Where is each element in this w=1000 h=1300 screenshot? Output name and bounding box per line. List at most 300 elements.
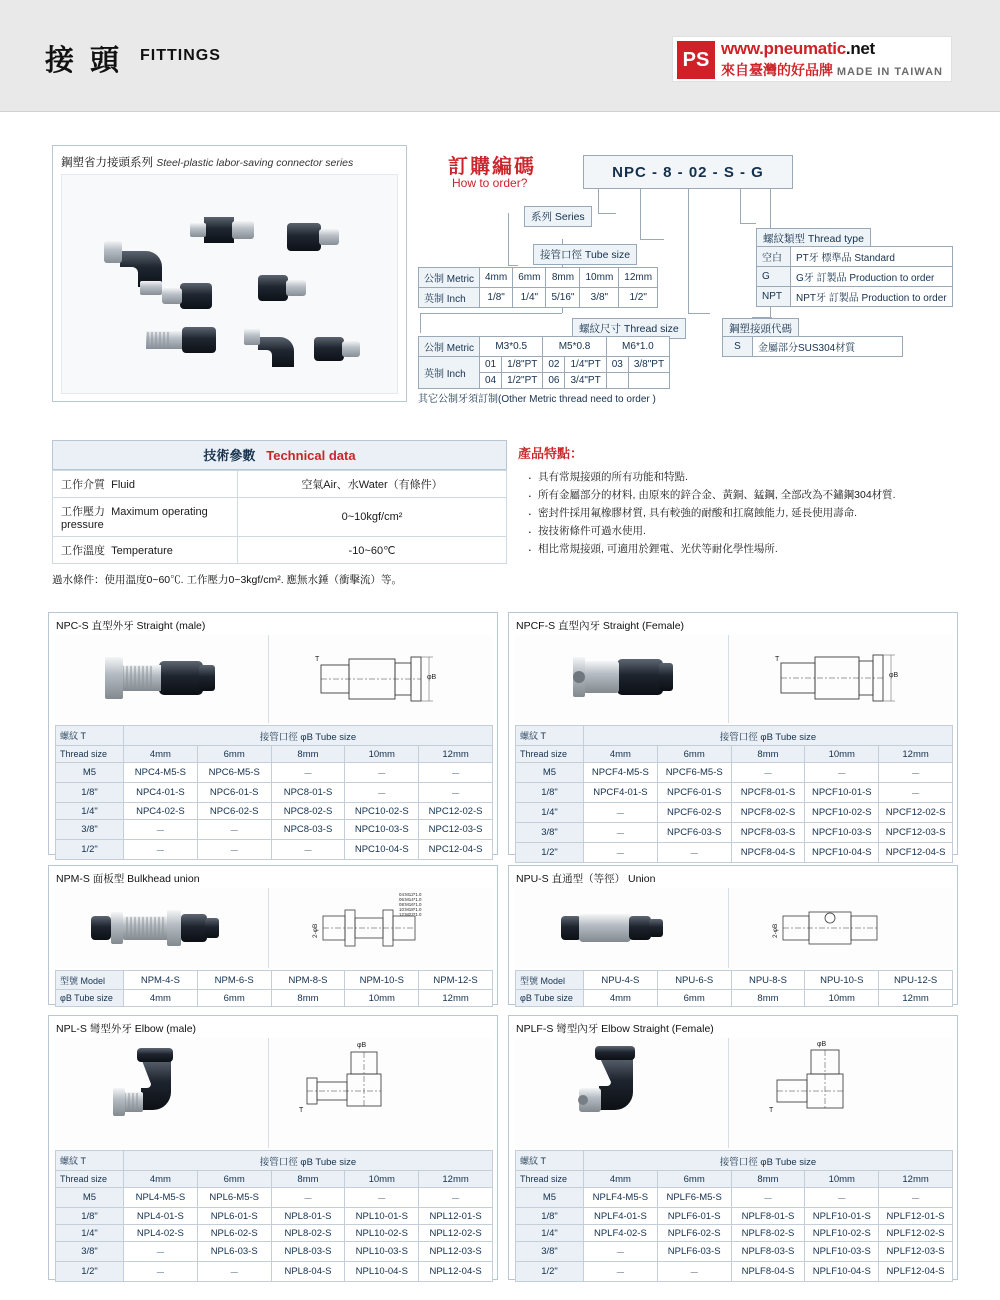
product-drawing-area [55,888,493,968]
tube-size-header: 接管口徑 φB Tube size [584,726,953,746]
cell: 1/4" [56,803,124,820]
svg-text:φB: φB [889,672,899,679]
logo-mark-icon: PS [677,41,715,79]
cell: － [197,840,271,860]
cell [606,373,628,389]
spec-table-npu-s [515,970,953,1007]
svg-text:φB: φB [817,1041,827,1048]
table-row [56,726,493,746]
cell: NPC10-04-S [345,840,419,860]
cell: 4mm [124,746,198,763]
cell: 3/8" [516,1242,584,1262]
cell: NPCF6-02-S [657,803,731,823]
cell: 6mm [657,1171,731,1188]
cell: NPLF6-03-S [657,1242,731,1262]
cell: 1/8" [56,1208,124,1225]
cell: － [584,843,658,863]
cell: － [584,1262,658,1282]
cell: NPL6-01-S [197,1208,271,1225]
cell: NPL12-02-S [419,1225,493,1242]
leader-line [640,239,664,240]
cell: 10mm [345,990,419,1007]
svg-text:04:M12*1.0: 04:M12*1.0 [399,892,422,897]
thread-type-table [756,246,953,307]
cell: 1/4" [516,1225,584,1242]
table-row [516,990,953,1007]
thread-size-label: 螺紋尺寸 Thread size [572,318,686,339]
cell: 1/2" [56,1262,124,1282]
cell: NPLF4-01-S [584,1208,658,1225]
cell: NPC12-03-S [419,820,493,840]
thread-label: 螺紋 T [516,1151,584,1171]
cell: S [723,337,753,357]
cell: NPC10-03-S [345,820,419,840]
page-title-en: FITTINGS [140,47,221,64]
leader-line [740,189,741,223]
cell: NPCF6-01-S [657,783,731,803]
cell: 1/4" [56,1225,124,1242]
cell: NPCF10-01-S [805,783,879,803]
cell: M5 [516,763,584,783]
cell: NPL6-02-S [197,1225,271,1242]
cell: － [805,1188,879,1208]
cell: NPC10-02-S [345,803,419,820]
cell: 12mm [879,746,953,763]
cell: NPLF12-04-S [879,1262,953,1282]
leader-line [688,189,689,313]
cell: 0~10kgf/cm² [238,498,507,537]
cell: 工作介質 Fluid [53,471,238,498]
table-row [53,537,507,564]
cell: NPCF6-M5-S [657,763,731,783]
table-row [516,726,953,746]
block-title: NPL-S 彎型外牙 Elbow (male) [56,1023,197,1035]
table-row [56,1225,493,1242]
cell: NPC6-02-S [197,803,271,820]
cell: 4mm [584,1171,658,1188]
table-row [56,990,493,1007]
cell: NPCF6-03-S [657,823,731,843]
block-title: NPCF-S 直型內牙 Straight (Female) [516,620,685,632]
svg-text:06:M14*1.0: 06:M14*1.0 [399,897,422,902]
table-row [53,471,507,498]
cell: NPL12-04-S [419,1262,493,1282]
cell: NPL12-03-S [419,1242,493,1262]
cell: NPCF8-01-S [731,783,805,803]
cell: NPC6-01-S [197,783,271,803]
cell: NPLF10-01-S [805,1208,879,1225]
block-npcf-s [508,612,958,860]
metric-label: 公制 Metric [419,268,480,288]
cell: － [657,1262,731,1282]
cell: 3/8" [516,823,584,843]
logo-url: www.pneumatic.net [721,39,875,58]
cell: 10mm [580,268,619,288]
cell: NPC4-02-S [124,803,198,820]
spec-table-npl-s [55,1150,493,1282]
block-title: NPLF-S 彎型內牙 Elbow Straight (Female) [516,1023,714,1035]
block-npc-s [48,612,498,855]
cell: NPLF6-01-S [657,1208,731,1225]
cell: NPC12-04-S [419,840,493,860]
brand-logo[interactable] [672,36,952,82]
leader-line [740,223,756,224]
body-code-label: 鋼塑接頭代碼 [722,318,799,339]
cell: 工作壓力 Maximum operating pressure [53,498,238,537]
cell: 1/2" [56,840,124,860]
table-row [516,1242,953,1262]
table-row [757,287,953,307]
block-npm-s [48,865,498,1005]
cell: NPL4-M5-S [124,1188,198,1208]
cell: 3/8" [56,820,124,840]
svg-text:2-φB: 2-φB [312,923,319,938]
cell: NPLF6-M5-S [657,1188,731,1208]
thread-size-table [418,336,670,389]
cell: 4mm [584,746,658,763]
logo-tagline: 來自臺灣的好品牌 MADE IN TAIWAN [721,62,943,78]
cell: － [345,763,419,783]
cell: NPU-6-S [657,971,731,990]
cell: NPC8-01-S [271,783,345,803]
cell: 1/8" [516,1208,584,1225]
thread-label: 螺紋 T [56,726,124,746]
cell: NPLF12-01-S [879,1208,953,1225]
cell: 8mm [546,268,580,288]
cell: M5 [56,1188,124,1208]
cell: 12mm [419,1171,493,1188]
cell: NPLF8-02-S [731,1225,805,1242]
cell: NPLF8-03-S [731,1242,805,1262]
table-row [56,1242,493,1262]
cell: NPT [757,287,791,307]
cell: NPL8-03-S [271,1242,345,1262]
cell: 工作溫度 Temperature [53,537,238,564]
cell: NPC6-M5-S [197,763,271,783]
table-row [516,803,953,823]
svg-text:φB: φB [357,1042,367,1049]
cell: 12mm [419,746,493,763]
cell: NPLF8-04-S [731,1262,805,1282]
cell: 02 [543,357,565,373]
thread-label-en: Thread size [56,746,124,763]
cell: NPLF10-02-S [805,1225,879,1242]
cell: 5/16" [546,288,580,308]
cell: NPL6-M5-S [197,1188,271,1208]
block-title: NPU-S 直通型（等徑） Union [516,873,656,885]
cell: 8mm [731,1171,805,1188]
tube-size-header: 接管口徑 φB Tube size [584,1151,953,1171]
table-row [516,823,953,843]
cell: － [419,763,493,783]
table-row [419,337,670,357]
cell: 3/8" [56,1242,124,1262]
thread-label-en: Thread size [56,1171,124,1188]
cell: NPL12-01-S [419,1208,493,1225]
technical-data-footnote: 過水條件：使用溫度0~60℃. 工作壓力0~3kgf/cm². 應無水錘（衝擊流）等。 [52,574,403,586]
cell: 空氣Air、水Water（有條件） [238,471,507,498]
cell: G [757,267,791,287]
cell: － [345,783,419,803]
product-group-photo [61,174,398,394]
cell: 6mm [197,990,271,1007]
table-row [56,1188,493,1208]
page-header [0,0,1000,112]
table-row [516,1225,953,1242]
svg-text:T: T [775,656,780,663]
cell: － [584,1242,658,1262]
block-npl-s [48,1015,498,1280]
cell: NPL10-03-S [345,1242,419,1262]
spec-table-npc-s [55,725,493,860]
cell: 12mm [879,1171,953,1188]
cell: 6mm [657,990,731,1007]
cell: NPC4-01-S [124,783,198,803]
cell: － [879,783,953,803]
table-row [419,268,658,288]
product-drawing-area [515,888,953,968]
svg-text:T: T [769,1107,774,1114]
cell: M5 [56,763,124,783]
cell: 6mm [513,268,546,288]
technical-data-table [52,470,507,564]
cell: NPCF10-03-S [805,823,879,843]
table-row [56,971,493,990]
cell: NPCF8-02-S [731,803,805,823]
table-row [56,1151,493,1171]
cell: － [731,1188,805,1208]
cell: NPLF6-02-S [657,1225,731,1242]
cell: G牙 訂製品 Production to order [791,267,953,287]
cell: 1/2" [516,1262,584,1282]
cell: NPC4-M5-S [124,763,198,783]
table-row [516,1171,953,1188]
table-row [516,971,953,990]
cell: 06 [543,373,565,389]
svg-text:T: T [315,656,320,663]
leader-line [420,313,562,314]
order-title: 訂購編碼 [448,156,536,178]
table-row [516,1151,953,1171]
divider [268,1038,269,1148]
cell: 10mm [345,1171,419,1188]
cell: NPCF8-04-S [731,843,805,863]
cell: － [271,763,345,783]
tube-row-label: φB Tube size [56,990,124,1007]
thread-type-label: 螺紋類型 Thread type [756,228,871,249]
cell: NPC8-02-S [271,803,345,820]
block-nplf-s [508,1015,958,1280]
product-series-panel [52,145,407,402]
cell: 10mm [805,1171,879,1188]
cell: NPL6-03-S [197,1242,271,1262]
cell: NPCF4-01-S [584,783,658,803]
cell: NPU-10-S [805,971,879,990]
block-npu-s [508,865,958,1005]
cell: 1/2" [516,843,584,863]
svg-text:T: T [299,1107,304,1114]
cell: NPLF10-04-S [805,1262,879,1282]
table-row [516,1262,953,1282]
cell: － [584,823,658,843]
cell: NPM-10-S [345,971,419,990]
cell: NPLF12-02-S [879,1225,953,1242]
cell: NPL4-01-S [124,1208,198,1225]
product-drawing-area [515,635,953,723]
cell: NPU-12-S [879,971,953,990]
list-item: . 按技術條件可過水使用. [524,522,989,540]
leader-line [508,265,518,266]
spec-table-npcf-s [515,725,953,863]
body-code-table [722,336,903,357]
cell: 12mm [879,990,953,1007]
leader-line [688,313,710,314]
cell: 1/4" [516,803,584,823]
cell: － [879,1188,953,1208]
cell: NPC12-02-S [419,803,493,820]
table-row [419,288,658,308]
cell: NPCF4-M5-S [584,763,658,783]
cell: M5*0.8 [543,337,606,357]
cell: NPL8-04-S [271,1262,345,1282]
cell: 1/2" [619,288,658,308]
tube-size-label: 接管口徑 Tube size [533,244,637,265]
cell: NPL10-04-S [345,1262,419,1282]
cell: － [657,843,731,863]
leader-line [598,213,616,214]
cell: NPM-8-S [271,971,345,990]
features-list [524,468,989,558]
list-item: . 具有常規接頭的所有功能和特點. [524,468,989,486]
cell: NPLF8-01-S [731,1208,805,1225]
svg-text:2-φB: 2-φB [772,923,779,938]
cell: 6mm [657,746,731,763]
leader-line [598,189,599,213]
cell: NPCF10-02-S [805,803,879,823]
divider [728,888,729,968]
table-row [56,783,493,803]
table-row [516,746,953,763]
table-row [757,247,953,267]
cell: 金屬部分SUS304材質 [753,337,903,357]
cell: 4mm [124,990,198,1007]
cell: － [805,763,879,783]
cell: － [124,840,198,860]
product-drawing-area [55,1038,493,1148]
cell [628,373,669,389]
cell: NPLF10-03-S [805,1242,879,1262]
cell: 3/4"PT [565,373,606,389]
cell: 10mm [345,746,419,763]
table-row [56,840,493,860]
cell: NPL8-01-S [271,1208,345,1225]
table-row [516,1188,953,1208]
table-row [516,783,953,803]
thread-label-en: Thread size [516,1171,584,1188]
cell: NPLF4-02-S [584,1225,658,1242]
cell: NPLF4-M5-S [584,1188,658,1208]
cell: NPLF12-03-S [879,1242,953,1262]
inch-label: 英制 Inch [419,288,480,308]
cell: － [124,820,198,840]
cell: M5 [516,1188,584,1208]
cell: NPM-6-S [197,971,271,990]
tube-row-label: φB Tube size [516,990,584,1007]
thread-label: 螺紋 T [516,726,584,746]
product-drawing-area [55,635,493,723]
table-row [757,267,953,287]
table-row [56,1171,493,1188]
table-row [53,498,507,537]
list-item: . 相比常規接頭, 可適用於鋰電、光伏等耐化學性場所. [524,540,989,558]
table-row [56,746,493,763]
cell: 6mm [197,1171,271,1188]
cell: 3/8" [580,288,619,308]
order-code: NPC - 8 - 02 - S - G [583,155,793,189]
cell: M6*1.0 [606,337,669,357]
block-title: NPM-S 面板型 Bulkhead union [56,873,200,885]
cell: NPC8-03-S [271,820,345,840]
cell: 3/8"PT [628,357,669,373]
thread-label-en: Thread size [516,746,584,763]
cell: － [419,783,493,803]
cell: － [124,1242,198,1262]
cell: 1/8" [56,783,124,803]
table-row [419,357,670,373]
product-series-title: 鋼塑省力接頭系列 Steel-plastic labor-saving connector series [61,157,354,169]
cell: － [584,803,658,823]
cell: 空白 [757,247,791,267]
cell: 1/4" [513,288,546,308]
cell: 03 [606,357,628,373]
svg-text:10:M18*1.0: 10:M18*1.0 [399,907,422,912]
cell: NPCF12-03-S [879,823,953,843]
cell: NPU-4-S [584,971,658,990]
cell: NPL10-01-S [345,1208,419,1225]
svg-text:12:M22*1.0: 12:M22*1.0 [399,912,422,917]
features-title: 產品特點： [518,446,584,461]
metric-label: 公制 Metric [419,337,480,357]
cell: － [271,840,345,860]
cell: 1/8"PT [502,357,543,373]
table-row [723,337,903,357]
model-label: 型號 Model [516,971,584,990]
table-row [56,1208,493,1225]
cell: 04 [480,373,502,389]
cell: － [419,1188,493,1208]
spec-table-nplf-s [515,1150,953,1282]
cell: NPCF8-03-S [731,823,805,843]
thread-label: 螺紋 T [56,1151,124,1171]
leader-line [420,313,421,333]
cell: NPL10-02-S [345,1225,419,1242]
block-title: NPC-S 直型外牙 Straight (male) [56,620,206,632]
svg-text:08:M16*1.0: 08:M16*1.0 [399,902,422,907]
technical-data-section [52,440,507,587]
cell: NPCF10-04-S [805,843,879,863]
table-row [56,803,493,820]
cell: 12mm [419,990,493,1007]
cell: M3*0.5 [480,337,543,357]
cell: NPU-8-S [731,971,805,990]
cell: － [879,763,953,783]
cell: 4mm [584,990,658,1007]
cell: NPCF12-04-S [879,843,953,863]
cell: 8mm [271,990,345,1007]
cell: NPCF12-02-S [879,803,953,823]
cell: 4mm [124,1171,198,1188]
cell: NPM-12-S [419,971,493,990]
